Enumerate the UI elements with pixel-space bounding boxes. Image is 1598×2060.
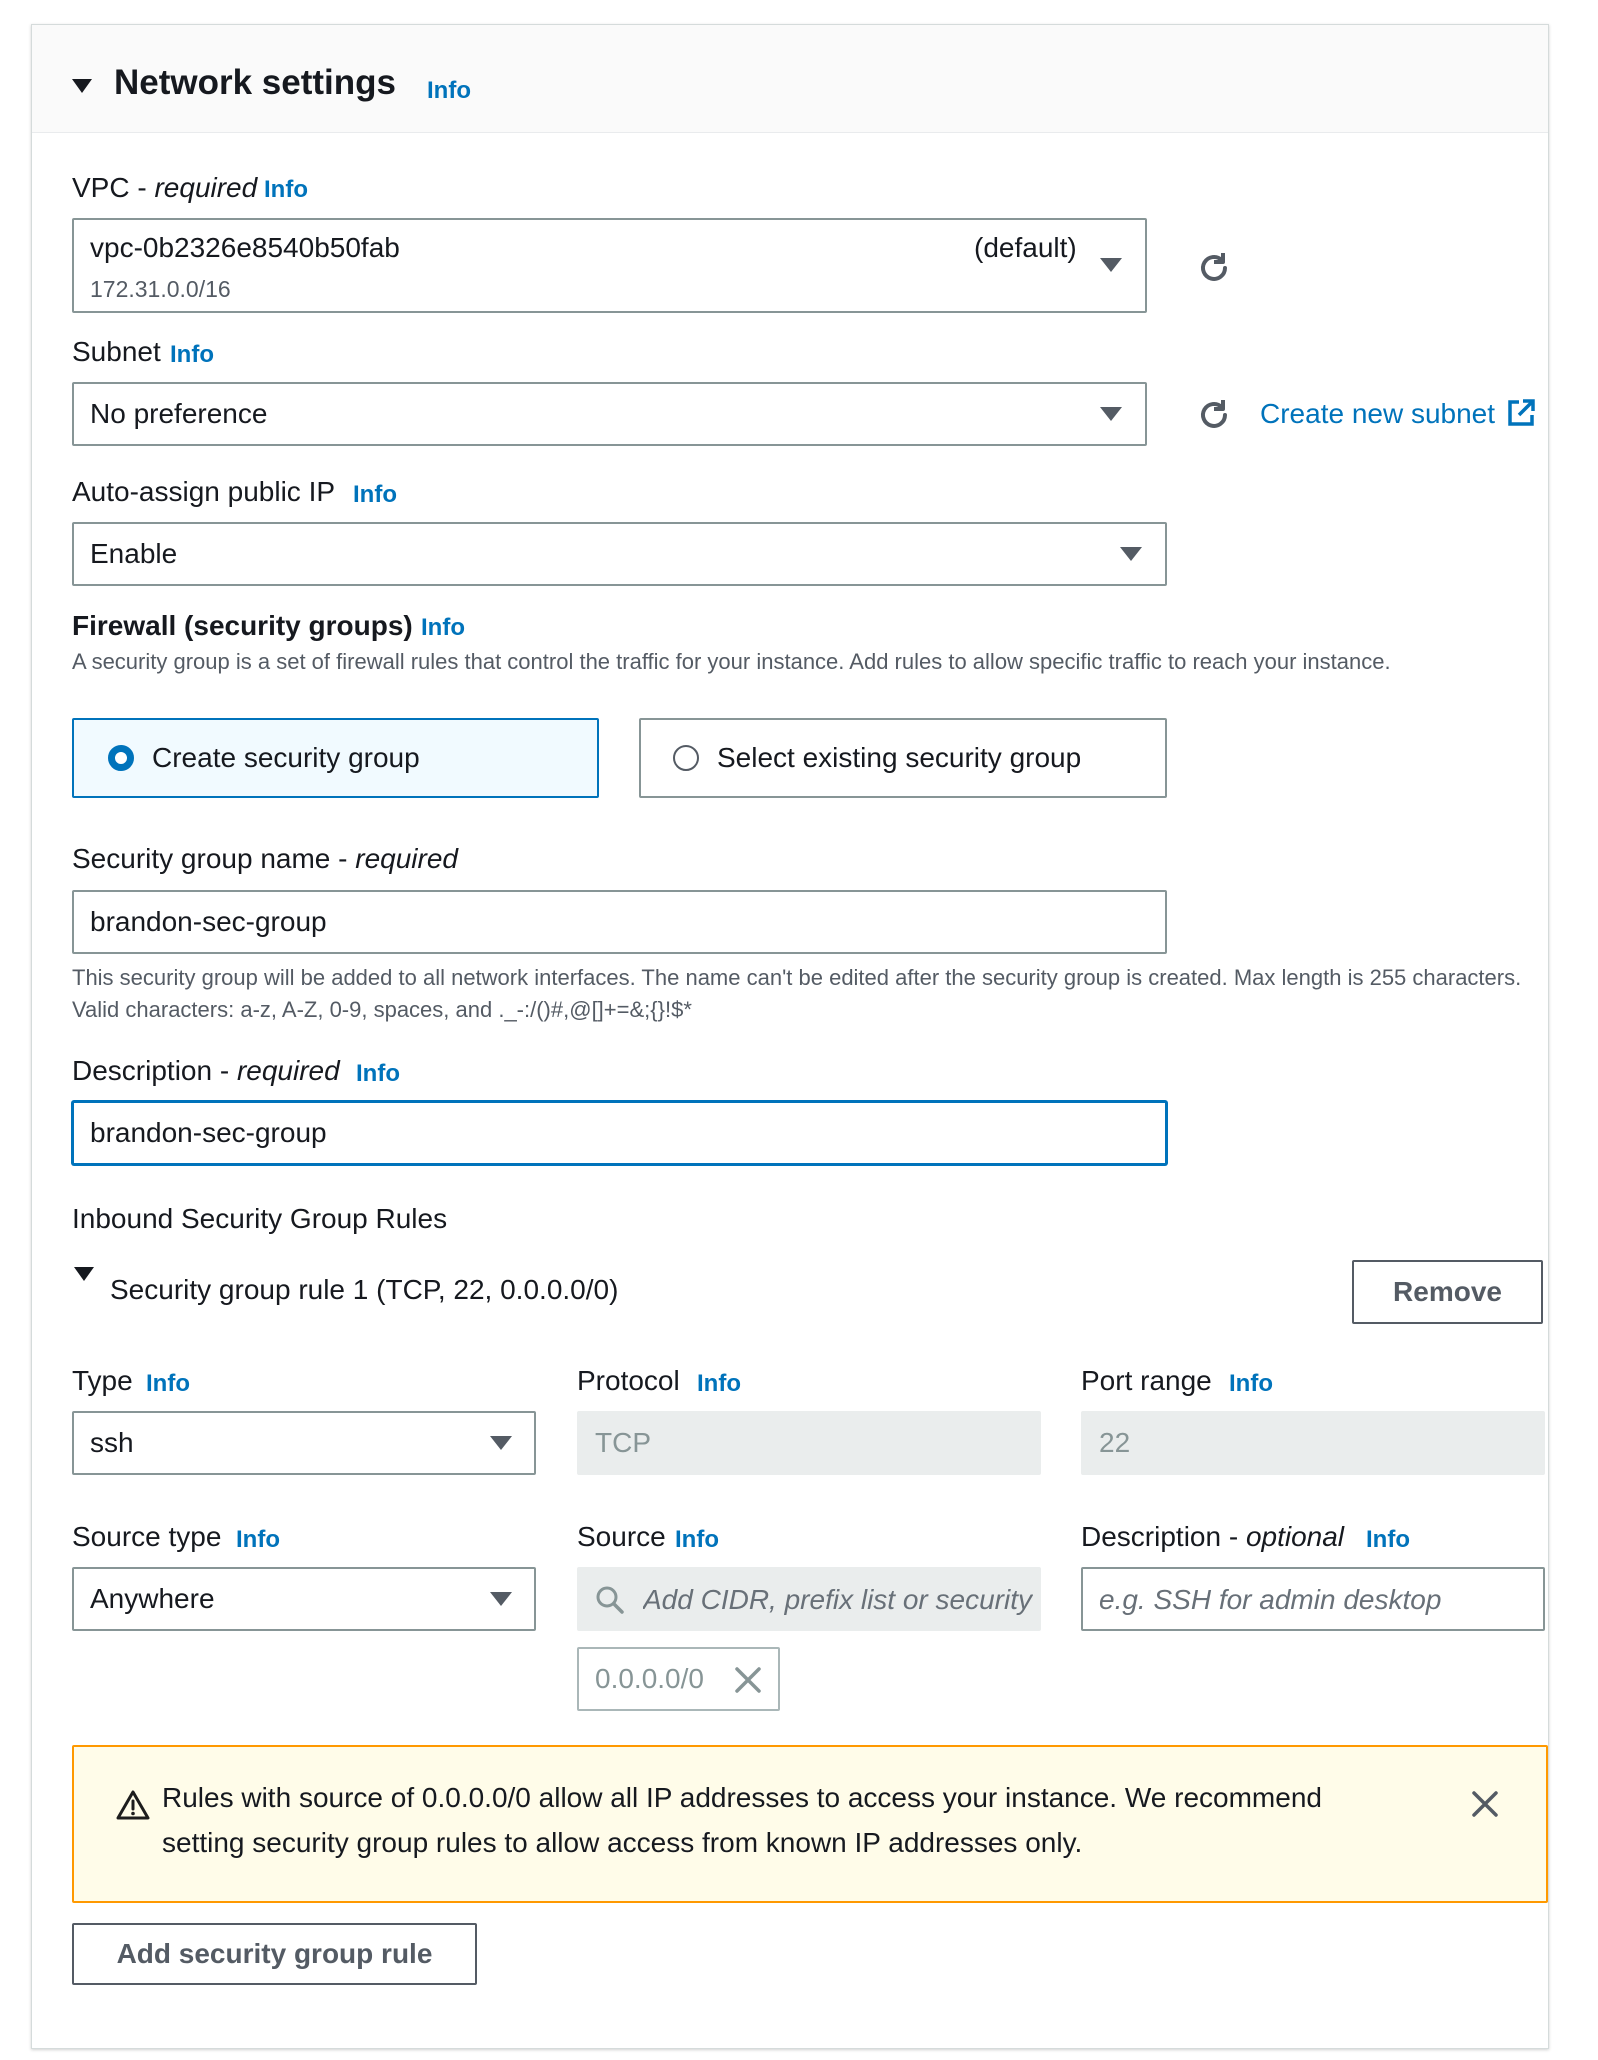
rule-description-placeholder: e.g. SSH for admin desktop: [1099, 1584, 1442, 1615]
sg-name-label: Security group name - required: [72, 843, 458, 874]
subnet-label: Subnet: [72, 336, 161, 367]
collapse-caret-icon[interactable]: [72, 79, 92, 93]
subnet-refresh-icon[interactable]: [1196, 397, 1232, 433]
vpc-select[interactable]: [72, 218, 1147, 313]
type-info-link[interactable]: Info: [146, 1370, 190, 1397]
port-range-value: 22: [1099, 1427, 1131, 1458]
source-type-value: Anywhere: [90, 1583, 215, 1614]
public-ip-dropdown-caret-icon: [1120, 547, 1142, 561]
source-type-select[interactable]: [72, 1567, 536, 1631]
vpc-default-tag: (default): [974, 232, 1077, 263]
warning-icon: [116, 1789, 150, 1821]
dismiss-warning-icon[interactable]: [1470, 1789, 1500, 1819]
firewall-title: Firewall (security groups): [72, 610, 413, 641]
panel-header[interactable]: [32, 25, 1548, 133]
select-existing-security-group-label: Select existing security group: [717, 742, 1082, 773]
sg-name-value: brandon-sec-group: [90, 906, 327, 937]
remove-token-icon[interactable]: [733, 1665, 763, 1695]
create-subnet-link[interactable]: Create new subnet: [1260, 398, 1496, 429]
vpc-refresh-icon[interactable]: [1196, 250, 1232, 286]
port-range-input: [1081, 1411, 1545, 1475]
type-dropdown-caret-icon: [490, 1436, 512, 1450]
source-type-info-link[interactable]: Info: [236, 1526, 280, 1553]
type-value: ssh: [90, 1427, 134, 1458]
type-label: Type: [72, 1365, 133, 1396]
select-existing-security-group-radio[interactable]: [673, 745, 699, 771]
protocol-value: TCP: [595, 1427, 651, 1458]
public-ip-info-link[interactable]: Info: [353, 481, 397, 508]
inbound-rules-title: Inbound Security Group Rules: [72, 1203, 448, 1234]
public-ip-label: Auto-assign public IP: [72, 476, 336, 507]
source-placeholder: Add CIDR, prefix list or security: [643, 1584, 1032, 1615]
sg-description-info-link[interactable]: Info: [356, 1060, 400, 1087]
subnet-info-link[interactable]: Info: [170, 341, 214, 368]
open-source-warning: [72, 1745, 1548, 1903]
rule-title: Security group rule 1 (TCP, 22, 0.0.0.0/0): [110, 1274, 619, 1305]
create-security-group-option[interactable]: [72, 718, 599, 798]
section-title: Network settings: [114, 63, 396, 102]
vpc-cidr-value: 172.31.0.0/16: [90, 276, 231, 302]
rule-description-info-link[interactable]: Info: [1366, 1526, 1410, 1553]
select-existing-security-group-option[interactable]: [639, 718, 1167, 798]
rule-description-input[interactable]: [1081, 1567, 1545, 1631]
vpc-label: VPC - required: [72, 172, 258, 203]
subnet-value: No preference: [90, 398, 268, 429]
vpc-id-value: vpc-0b2326e8540b50fab: [90, 232, 400, 263]
source-label: Source: [577, 1521, 666, 1552]
sg-description-value: brandon-sec-group: [90, 1117, 327, 1148]
warning-text: Rules with source of 0.0.0.0/0 allow all IP addresses to access your instance. We recommend setting security group rules to allow access from known IP addresses only.: [162, 1782, 1322, 1858]
port-range-info-link[interactable]: Info: [1229, 1370, 1273, 1397]
section-info-link[interactable]: Info: [427, 77, 471, 104]
sg-name-input[interactable]: [72, 890, 1167, 954]
subnet-select[interactable]: [72, 382, 1147, 446]
protocol-input: [577, 1411, 1041, 1475]
sg-description-label: Description - required: [72, 1055, 340, 1086]
search-icon: [595, 1585, 625, 1615]
subnet-dropdown-caret-icon: [1100, 407, 1122, 421]
remove-rule-button[interactable]: Remove: [1352, 1260, 1543, 1324]
type-select[interactable]: [72, 1411, 536, 1475]
sg-name-hint: This security group will be added to all network interfaces. The name can't be edited after the security group is created. Max length is 255 characters. Valid characters: a-z, A-Z, 0-9, spaces, and ._-:/()#,@[]+=&;{}!$*: [72, 965, 1522, 1022]
source-type-label: Source type: [72, 1521, 222, 1552]
public-ip-select[interactable]: [72, 522, 1167, 586]
public-ip-value: Enable: [90, 538, 178, 569]
source-info-link[interactable]: Info: [675, 1526, 719, 1553]
protocol-label: Protocol: [577, 1365, 680, 1396]
vpc-info-link[interactable]: Info: [264, 176, 308, 203]
source-type-dropdown-caret-icon: [490, 1592, 512, 1606]
source-token: [577, 1647, 780, 1711]
rule-collapse-caret-icon[interactable]: [74, 1267, 94, 1281]
create-security-group-label: Create security group: [152, 742, 420, 773]
firewall-description: A security group is a set of firewall rules that control the traffic for your instance. Add rules to allow specific traffic to reach your instance.: [72, 649, 1391, 674]
firewall-info-link[interactable]: Info: [421, 614, 465, 641]
protocol-info-link[interactable]: Info: [697, 1370, 741, 1397]
port-range-label: Port range: [1081, 1365, 1212, 1396]
rule-description-label: Description - optional: [1081, 1521, 1345, 1552]
vpc-dropdown-caret-icon: [1100, 258, 1122, 272]
source-token-value: 0.0.0.0/0: [595, 1663, 704, 1694]
external-link-icon[interactable]: [1506, 398, 1536, 428]
source-input[interactable]: [577, 1567, 1041, 1631]
create-security-group-radio[interactable]: [108, 745, 134, 771]
sg-description-input[interactable]: [72, 1101, 1167, 1165]
add-security-group-rule-button[interactable]: Add security group rule: [72, 1923, 477, 1985]
